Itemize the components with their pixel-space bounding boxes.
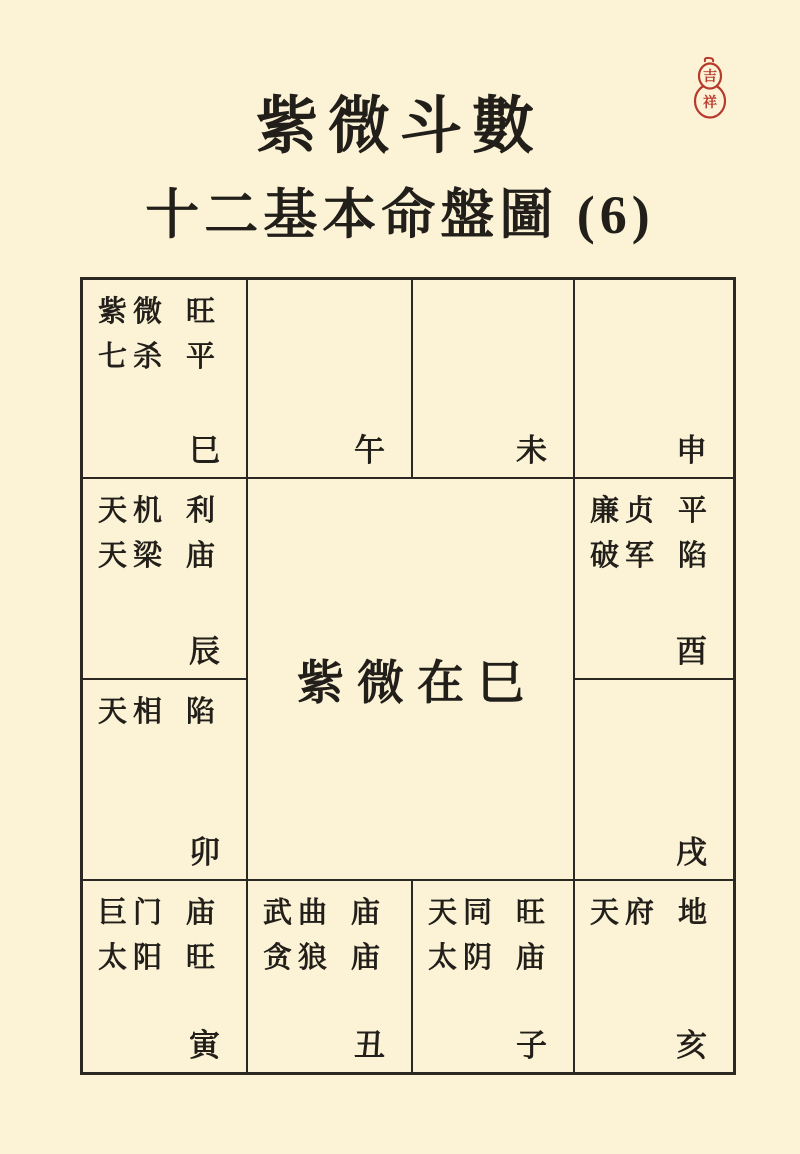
star-rating: 庙 bbox=[186, 897, 216, 929]
star-name: 贪狼 bbox=[263, 942, 334, 974]
star-name: 廉贞 bbox=[590, 495, 661, 527]
star-line bbox=[98, 936, 215, 981]
star-name: 破军 bbox=[590, 540, 661, 572]
branch-label-wu: 午 bbox=[354, 433, 385, 468]
star-name: 七杀 bbox=[98, 341, 169, 373]
star-rating: 平 bbox=[678, 495, 708, 527]
star-rating: 陷 bbox=[186, 696, 216, 728]
star-rating: 平 bbox=[186, 341, 216, 373]
star-line bbox=[98, 489, 215, 534]
branch-label-chou: 丑 bbox=[354, 1028, 385, 1063]
star-name: 太阳 bbox=[98, 942, 169, 974]
star-name: 天府 bbox=[590, 897, 661, 929]
branch-label-wei: 未 bbox=[516, 433, 547, 468]
star-list bbox=[428, 891, 545, 981]
star-name: 天相 bbox=[98, 696, 169, 728]
page-subtitle: 十二基本命盤圖 (6) bbox=[145, 185, 655, 245]
star-line bbox=[590, 534, 707, 579]
branch-label-si: 巳 bbox=[189, 433, 220, 468]
star-rating: 庙 bbox=[351, 942, 381, 974]
star-list bbox=[590, 891, 707, 936]
star-rating: 庙 bbox=[186, 540, 216, 572]
star-rating: 陷 bbox=[678, 540, 708, 572]
star-line bbox=[590, 891, 707, 936]
star-line bbox=[590, 489, 707, 534]
star-name: 天机 bbox=[98, 495, 169, 527]
palace-cell-yin bbox=[83, 881, 248, 1072]
star-name: 紫微 bbox=[98, 296, 169, 328]
star-list bbox=[98, 290, 215, 380]
star-line bbox=[428, 891, 545, 936]
star-line bbox=[98, 891, 215, 936]
center-title-cell bbox=[248, 479, 575, 881]
star-rating: 旺 bbox=[186, 942, 216, 974]
star-name: 天梁 bbox=[98, 540, 169, 572]
palace-cell-xu bbox=[575, 680, 733, 881]
palace-cell-si bbox=[83, 280, 248, 479]
star-list bbox=[590, 489, 707, 579]
star-name: 天同 bbox=[428, 897, 499, 929]
star-line bbox=[428, 936, 545, 981]
branch-label-mao: 卯 bbox=[189, 835, 220, 870]
star-name: 太阴 bbox=[428, 942, 499, 974]
star-line bbox=[263, 891, 380, 936]
palace-cell-hai bbox=[575, 881, 733, 1072]
branch-label-zi: 子 bbox=[516, 1028, 547, 1063]
palace-cell-wu bbox=[248, 280, 413, 479]
star-list bbox=[98, 891, 215, 981]
star-list bbox=[98, 489, 215, 579]
branch-label-you: 酉 bbox=[676, 634, 707, 669]
palace-cell-shen bbox=[575, 280, 733, 479]
star-rating: 利 bbox=[186, 495, 216, 527]
star-rating: 旺 bbox=[186, 296, 216, 328]
star-line bbox=[98, 335, 215, 380]
palace-cell-you bbox=[575, 479, 733, 680]
star-rating: 庙 bbox=[351, 897, 381, 929]
branch-label-hai: 亥 bbox=[676, 1028, 707, 1063]
palace-cell-chou bbox=[248, 881, 413, 1072]
star-line bbox=[98, 690, 215, 735]
star-rating: 旺 bbox=[516, 897, 546, 929]
star-name: 武曲 bbox=[263, 897, 334, 929]
star-rating: 地 bbox=[678, 897, 708, 929]
branch-label-yin: 寅 bbox=[189, 1028, 220, 1063]
seal-char-top: 吉 bbox=[703, 70, 717, 85]
star-list bbox=[263, 891, 380, 981]
branch-label-xu: 戌 bbox=[676, 835, 707, 870]
star-list bbox=[98, 690, 215, 735]
star-line bbox=[98, 290, 215, 335]
page-title: 紫微斗數 bbox=[255, 93, 544, 161]
palace-cell-chen bbox=[83, 479, 248, 680]
star-rating: 庙 bbox=[516, 942, 546, 974]
star-name: 巨门 bbox=[98, 897, 169, 929]
seal-char-bottom: 祥 bbox=[703, 96, 717, 111]
palace-cell-wei bbox=[413, 280, 575, 479]
natal-chart-grid bbox=[80, 277, 736, 1075]
star-line bbox=[263, 936, 380, 981]
palace-cell-mao bbox=[83, 680, 248, 881]
branch-label-chen: 辰 bbox=[189, 634, 220, 669]
branch-label-shen: 申 bbox=[676, 433, 707, 468]
center-chart-label: 紫微在巳 bbox=[297, 657, 537, 710]
star-line bbox=[98, 534, 215, 579]
palace-cell-zi bbox=[413, 881, 575, 1072]
